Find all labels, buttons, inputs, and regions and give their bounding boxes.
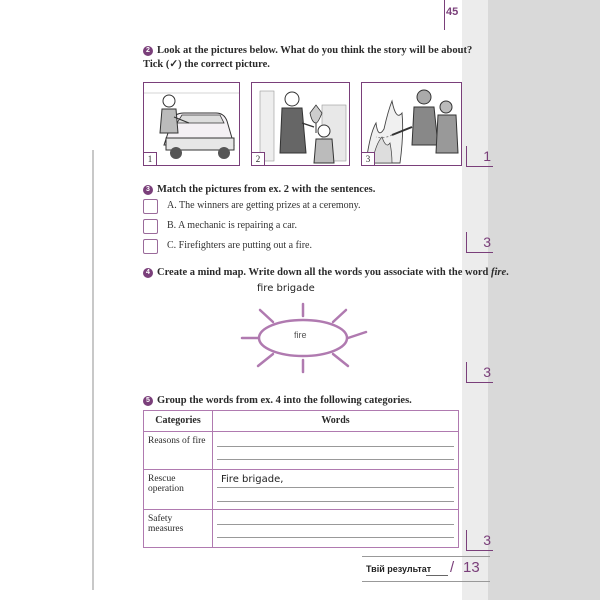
- task2-line1: Look at the pictures below. What do you think the story will be about?: [157, 45, 473, 56]
- header-words: Words: [213, 411, 459, 432]
- task3-number-badge: 3: [143, 185, 153, 195]
- result-separator: /: [450, 559, 455, 576]
- table-row: [144, 470, 459, 510]
- page-number-rule: [444, 0, 445, 30]
- task3-instruction: [143, 183, 375, 197]
- margin-strip: [462, 0, 488, 600]
- category-reasons: Reasons of fire: [144, 432, 213, 470]
- table-row: [144, 432, 459, 470]
- picture-2-number: 2: [252, 152, 265, 165]
- words-entry-rescue: Fire brigade,: [221, 474, 284, 485]
- task2-line2: Tick (✓) the correct picture.: [143, 59, 270, 70]
- categories-table: [143, 410, 459, 548]
- ceremony-illustration: [252, 83, 349, 165]
- page-fold-line: [92, 150, 94, 590]
- result-blank-line[interactable]: [426, 575, 448, 576]
- firefighters-illustration: [362, 83, 461, 165]
- words-cell-rescue[interactable]: [213, 470, 459, 510]
- task5-score: 3: [466, 530, 493, 551]
- picture-3-firefighters[interactable]: [361, 82, 462, 166]
- task2-number-badge: 2: [143, 46, 153, 56]
- task2-score: 1: [466, 146, 493, 167]
- match-box-b[interactable]: [143, 219, 158, 234]
- task2-instruction: [143, 44, 473, 72]
- task4-number-badge: 4: [143, 268, 153, 278]
- picture-1-number: 1: [144, 152, 157, 165]
- result-label: Твій результат: [366, 564, 432, 574]
- task4-instruction: [143, 266, 509, 280]
- mechanic-car-illustration: [144, 83, 239, 165]
- picture-3-number: 3: [362, 152, 375, 165]
- table-row: [144, 510, 459, 548]
- task5-text: Group the words from ex. 4 into the following categories.: [157, 395, 412, 406]
- mindmap-center-word: fire: [294, 330, 307, 340]
- category-rescue: Rescue operation: [144, 470, 213, 510]
- mindmap-handwritten-word: fire brigade: [257, 283, 315, 294]
- match-box-c[interactable]: [143, 239, 158, 254]
- sentence-b: B. A mechanic is repairing a car.: [167, 220, 297, 231]
- picture-2-ceremony[interactable]: [251, 82, 350, 166]
- task4-keyword: fire: [490, 267, 507, 278]
- task5-instruction: [143, 394, 412, 408]
- picture-1-mechanic[interactable]: [143, 82, 240, 166]
- task4-text: Create a mind map. Write down all the words you associate with the word: [157, 267, 491, 278]
- task4-score: 3: [466, 362, 493, 383]
- words-cell-reasons[interactable]: [213, 432, 459, 470]
- words-cell-safety[interactable]: [213, 510, 459, 548]
- sentence-a: A. The winners are getting prizes at a ceremony.: [167, 200, 361, 211]
- category-safety: Safety measures: [144, 510, 213, 548]
- sentence-c: C. Firefighters are putting out a fire.: [167, 240, 312, 251]
- task3-score: 3: [466, 232, 493, 253]
- task4-text-end: .: [506, 267, 509, 278]
- table-header-row: [144, 411, 459, 432]
- task3-text: Match the pictures from ex. 2 with the sentences.: [157, 184, 376, 195]
- result-total: 13: [463, 559, 480, 576]
- task5-number-badge: 5: [143, 396, 153, 406]
- page-edge-background: [488, 0, 600, 600]
- page-number: 45: [446, 6, 459, 18]
- header-categories: Categories: [144, 411, 213, 432]
- match-box-a[interactable]: [143, 199, 158, 214]
